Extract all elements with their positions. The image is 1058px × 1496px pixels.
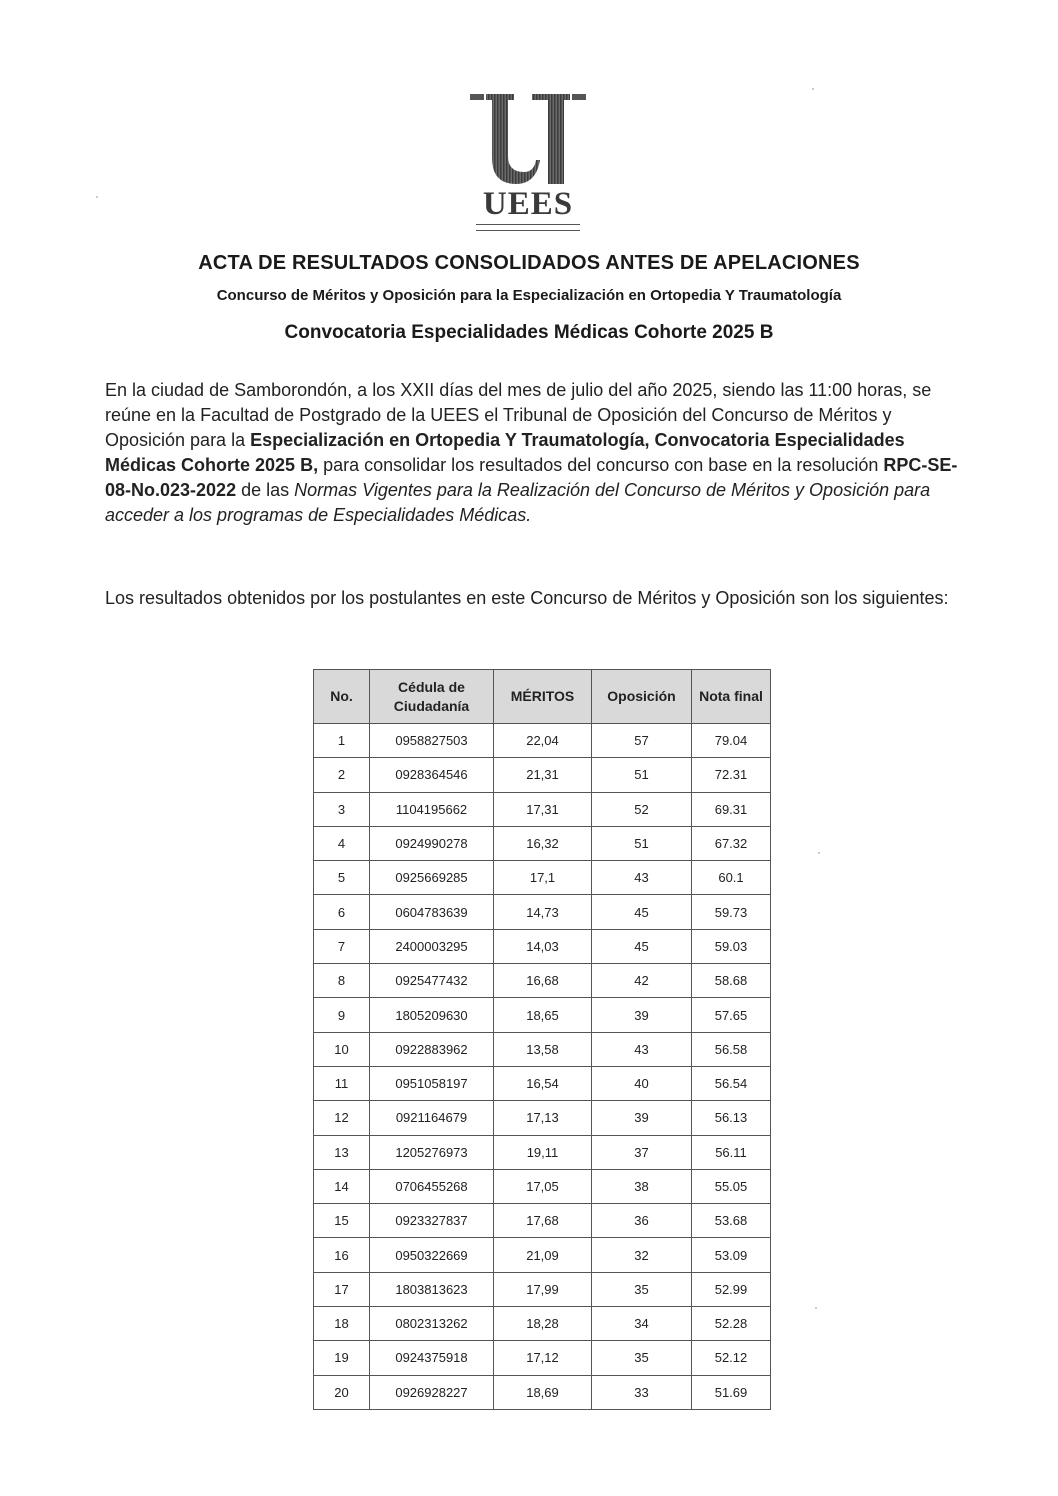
results-intro-paragraph: Los resultados obtenidos por los postulantes en este Concurso de Méritos y Oposición son los siguientes: <box>105 588 949 608</box>
cell-oposicion: 57 <box>592 724 692 758</box>
cell-no: 12 <box>314 1101 370 1135</box>
cell-cedula: 0925477432 <box>370 964 494 998</box>
scan-speck <box>96 196 98 198</box>
cell-no: 8 <box>314 964 370 998</box>
cell-nota-final: 51.69 <box>692 1375 771 1409</box>
scan-speck <box>815 1307 817 1309</box>
table-row <box>314 758 771 792</box>
document-title: ACTA DE RESULTADOS CONSOLIDADOS ANTES DE APELACIONES <box>198 252 860 274</box>
cell-oposicion: 43 <box>592 1032 692 1066</box>
cell-meritos: 18,65 <box>494 998 592 1032</box>
cell-cedula: 0706455268 <box>370 1169 494 1203</box>
cell-cedula: 0802313262 <box>370 1307 494 1341</box>
header-nota-final: Nota final <box>692 670 771 724</box>
table-row <box>314 1341 771 1375</box>
results-table <box>313 669 771 1410</box>
cell-meritos: 21,31 <box>494 758 592 792</box>
cell-no: 11 <box>314 1066 370 1100</box>
cell-nota-final: 69.31 <box>692 792 771 826</box>
cell-nota-final: 53.09 <box>692 1238 771 1272</box>
cell-meritos: 18,69 <box>494 1375 592 1409</box>
table-header-row <box>314 670 771 724</box>
cell-oposicion: 45 <box>592 929 692 963</box>
table-row <box>314 929 771 963</box>
cell-oposicion: 42 <box>592 964 692 998</box>
uees-logo-mark <box>470 90 586 190</box>
cell-nota-final: 52.12 <box>692 1341 771 1375</box>
cell-cedula: 0958827503 <box>370 724 494 758</box>
cell-cedula: 0924990278 <box>370 826 494 860</box>
cell-no: 18 <box>314 1307 370 1341</box>
cell-meritos: 14,73 <box>494 895 592 929</box>
cell-oposicion: 32 <box>592 1238 692 1272</box>
cell-cedula: 2400003295 <box>370 929 494 963</box>
cell-cedula: 0922883962 <box>370 1032 494 1066</box>
cell-nota-final: 60.1 <box>692 861 771 895</box>
table-row <box>314 826 771 860</box>
cell-meritos: 17,31 <box>494 792 592 826</box>
cell-oposicion: 35 <box>592 1341 692 1375</box>
cell-cedula: 0925669285 <box>370 861 494 895</box>
cell-cedula: 1104195662 <box>370 792 494 826</box>
cell-meritos: 16,54 <box>494 1066 592 1100</box>
uees-logo <box>470 90 586 236</box>
cell-meritos: 16,68 <box>494 964 592 998</box>
cell-cedula: 0923327837 <box>370 1204 494 1238</box>
cell-no: 3 <box>314 792 370 826</box>
cell-oposicion: 45 <box>592 895 692 929</box>
table-row <box>314 861 771 895</box>
intro-text-e: de las <box>236 480 295 500</box>
cell-cedula: 0950322669 <box>370 1238 494 1272</box>
intro-text-bold-program: Especialización en Ortopedia Y Traumatología, Convocatoria Especialidades Médicas Cohorte 2025 B, <box>105 430 905 475</box>
cell-cedula: 0951058197 <box>370 1066 494 1100</box>
table-row <box>314 724 771 758</box>
cell-oposicion: 51 <box>592 826 692 860</box>
header-meritos: MÉRITOS <box>494 670 592 724</box>
cell-no: 15 <box>314 1204 370 1238</box>
cell-nota-final: 56.11 <box>692 1135 771 1169</box>
header-no: No. <box>314 670 370 724</box>
cell-nota-final: 52.28 <box>692 1307 771 1341</box>
cell-cedula: 0926928227 <box>370 1375 494 1409</box>
cell-oposicion: 43 <box>592 861 692 895</box>
cell-oposicion: 34 <box>592 1307 692 1341</box>
cell-cedula: 0928364546 <box>370 758 494 792</box>
intro-text-resolution: RPC-SE-08-No.023-2022 <box>105 455 958 500</box>
cell-no: 20 <box>314 1375 370 1409</box>
intro-text-c: para consolidar los resultados del concurso con base en la resolución <box>318 455 884 475</box>
cell-nota-final: 58.68 <box>692 964 771 998</box>
cell-meritos: 19,11 <box>494 1135 592 1169</box>
table-row <box>314 792 771 826</box>
cell-oposicion: 39 <box>592 998 692 1032</box>
cell-meritos: 17,12 <box>494 1341 592 1375</box>
table-row <box>314 1135 771 1169</box>
scan-speck <box>818 852 820 854</box>
intro-text-a: En la ciudad de Samborondón, a los XXII días del mes de julio del año 2025, siendo las 11:00 horas, se reúne en la Facultad de Postgrado de la UEES el Tribunal de Oposición del Concurso de Méritos y Oposición para la <box>105 380 932 450</box>
cell-nota-final: 56.54 <box>692 1066 771 1100</box>
cell-nota-final: 59.73 <box>692 895 771 929</box>
cell-oposicion: 37 <box>592 1135 692 1169</box>
cell-cedula: 1205276973 <box>370 1135 494 1169</box>
cell-nota-final: 67.32 <box>692 826 771 860</box>
cell-no: 2 <box>314 758 370 792</box>
cell-meritos: 17,05 <box>494 1169 592 1203</box>
table-row <box>314 998 771 1032</box>
cell-nota-final: 57.65 <box>692 998 771 1032</box>
cell-oposicion: 38 <box>592 1169 692 1203</box>
cell-no: 1 <box>314 724 370 758</box>
cell-nota-final: 79.04 <box>692 724 771 758</box>
cell-no: 4 <box>314 826 370 860</box>
table-row <box>314 895 771 929</box>
cell-meritos: 18,28 <box>494 1307 592 1341</box>
cell-nota-final: 56.13 <box>692 1101 771 1135</box>
cell-no: 19 <box>314 1341 370 1375</box>
table-row <box>314 1101 771 1135</box>
cell-meritos: 17,1 <box>494 861 592 895</box>
intro-paragraph <box>105 378 975 528</box>
table-row <box>314 1238 771 1272</box>
table-row <box>314 1066 771 1100</box>
cell-cedula: 0921164679 <box>370 1101 494 1135</box>
cell-meritos: 13,58 <box>494 1032 592 1066</box>
cell-oposicion: 36 <box>592 1204 692 1238</box>
intro-text-normas: Normas Vigentes para la Realización del Concurso de Méritos y Oposición para acceder a los programas de Especialidades Médicas. <box>105 480 931 525</box>
cell-nota-final: 72.31 <box>692 758 771 792</box>
header-cedula: Cédula de Ciudadanía <box>370 670 494 724</box>
cell-oposicion: 40 <box>592 1066 692 1100</box>
cell-no: 7 <box>314 929 370 963</box>
cell-oposicion: 33 <box>592 1375 692 1409</box>
table-row <box>314 1307 771 1341</box>
document-subtitle: Concurso de Méritos y Oposición para la Especialización en Ortopedia Y Traumatología <box>216 287 842 304</box>
cell-no: 6 <box>314 895 370 929</box>
header-oposicion: Oposición <box>592 670 692 724</box>
cell-meritos: 16,32 <box>494 826 592 860</box>
cell-nota-final: 56.58 <box>692 1032 771 1066</box>
cell-oposicion: 39 <box>592 1101 692 1135</box>
cell-nota-final: 55.05 <box>692 1169 771 1203</box>
cell-meritos: 14,03 <box>494 929 592 963</box>
table-row <box>314 964 771 998</box>
cell-meritos: 22,04 <box>494 724 592 758</box>
logo-subtext-bar <box>476 224 580 231</box>
cell-oposicion: 51 <box>592 758 692 792</box>
cell-nota-final: 53.68 <box>692 1204 771 1238</box>
cell-nota-final: 52.99 <box>692 1272 771 1306</box>
scan-speck <box>812 88 814 90</box>
cell-meritos: 17,68 <box>494 1204 592 1238</box>
cell-no: 5 <box>314 861 370 895</box>
table-row <box>314 1169 771 1203</box>
cell-no: 17 <box>314 1272 370 1306</box>
convocatoria-heading: Convocatoria Especialidades Médicas Cohorte 2025 B <box>284 322 774 343</box>
cell-nota-final: 59.03 <box>692 929 771 963</box>
table-row <box>314 1032 771 1066</box>
logo-wordmark: UEES <box>482 186 574 222</box>
cell-cedula: 0604783639 <box>370 895 494 929</box>
cell-no: 10 <box>314 1032 370 1066</box>
cell-no: 16 <box>314 1238 370 1272</box>
table-row <box>314 1272 771 1306</box>
table-row <box>314 1204 771 1238</box>
cell-meritos: 17,13 <box>494 1101 592 1135</box>
table-row <box>314 1375 771 1409</box>
cell-no: 13 <box>314 1135 370 1169</box>
cell-cedula: 1805209630 <box>370 998 494 1032</box>
cell-oposicion: 52 <box>592 792 692 826</box>
cell-cedula: 1803813623 <box>370 1272 494 1306</box>
cell-no: 14 <box>314 1169 370 1203</box>
cell-oposicion: 35 <box>592 1272 692 1306</box>
cell-meritos: 21,09 <box>494 1238 592 1272</box>
cell-meritos: 17,99 <box>494 1272 592 1306</box>
cell-no: 9 <box>314 998 370 1032</box>
cell-cedula: 0924375918 <box>370 1341 494 1375</box>
